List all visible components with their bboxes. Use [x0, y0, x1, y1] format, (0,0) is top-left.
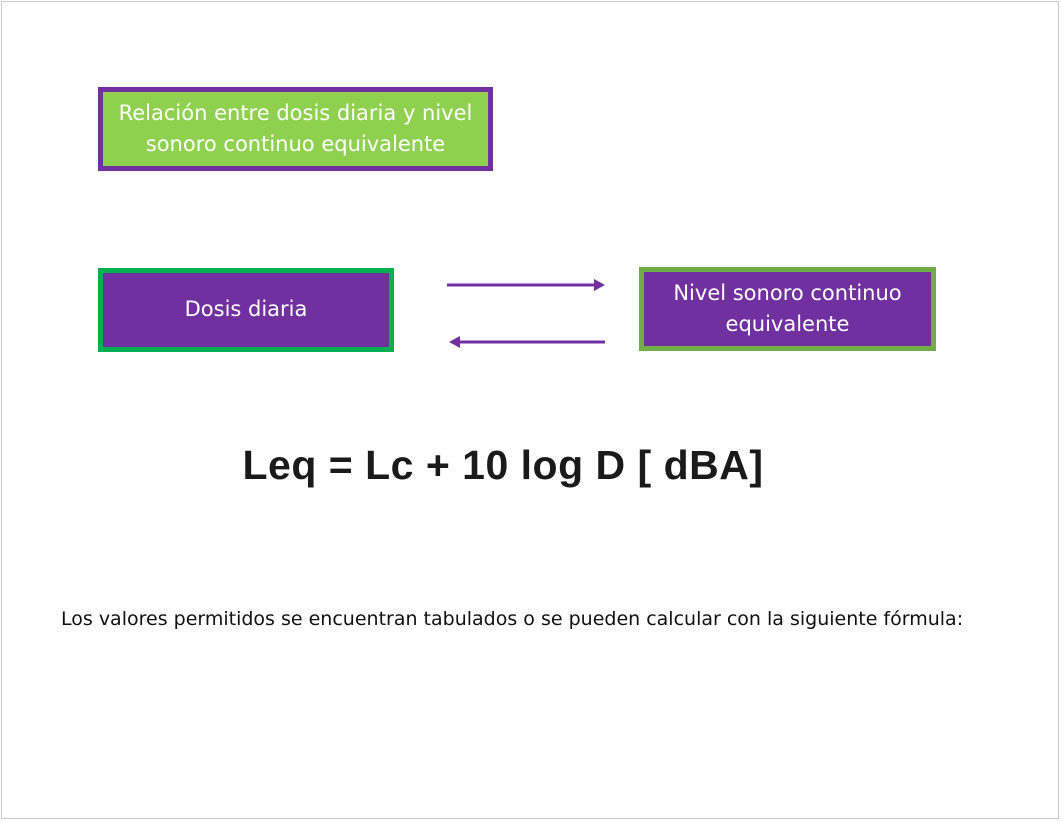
- note-text: Los valores permitidos se encuentran tabulados o se pueden calcular con la siguiente fórmula:: [61, 608, 964, 630]
- daily-dose-box: [98, 268, 394, 352]
- bidirectional-arrows: [442, 272, 612, 352]
- title-box-text: Relación entre dosis diaria y nivel sonoro continuo equivalente: [118, 100, 473, 156]
- equivalent-level-box: [639, 267, 936, 351]
- formula: Leq = Lc + 10 log D [ dBA]: [242, 442, 764, 488]
- equivalent-level-label: Nivel sonoro continuo equivalente: [673, 280, 902, 336]
- slide: [1, 1, 1059, 819]
- arrow-left: [449, 336, 605, 348]
- arrow-right: [447, 279, 605, 291]
- daily-dose-label: Dosis diaria: [184, 297, 308, 322]
- title-box: [98, 87, 493, 171]
